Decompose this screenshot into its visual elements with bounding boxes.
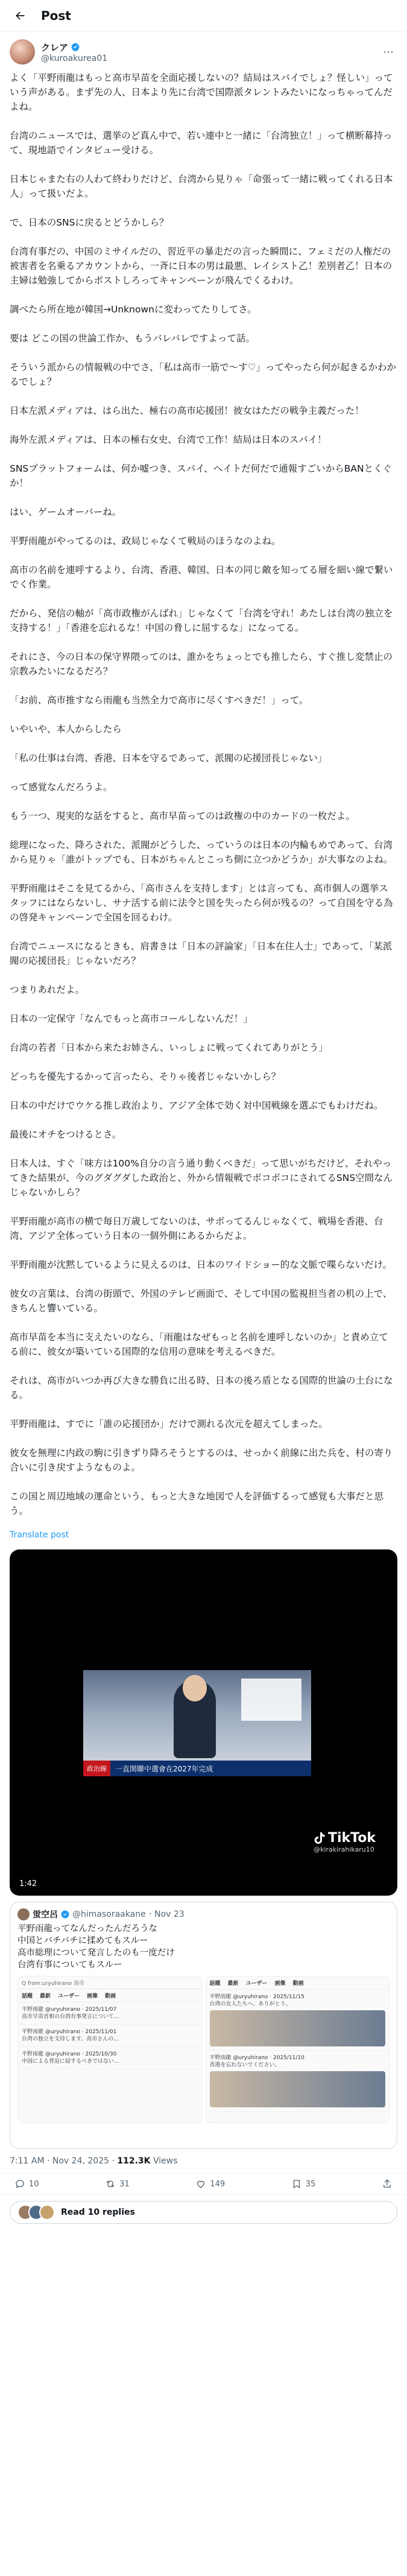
post-paragraph: 台湾の若者「日本から来たお姉さん、いっしょに戦ってくれてありがとう」: [10, 1042, 328, 1053]
post-paragraph: 総理になった、降ろされた、派閥がどうした、っていうのは日本の内輪もめであって、台湾から見りゃ「誰がトップでも、日本がちゃんとこっち側に立つかどうか」が大事なのよね。: [10, 840, 393, 865]
mini-post: [206, 1990, 390, 2051]
share-button[interactable]: [382, 2179, 393, 2189]
post-paragraph: 台湾のニュースでは、選挙のど真ん中で、若い連中と一緒に「台湾独立！」って横断幕持って、現地語でインタビュー受ける。: [10, 130, 393, 156]
author-name[interactable]: クレア: [41, 42, 69, 53]
heart-icon: [195, 2179, 206, 2189]
quote-author-handle: @himasoraakane: [72, 1910, 146, 1919]
post-paragraph: もう一つ、現実的な話をすると、高市早苗ってのは政権の中のカードの一枚だよ。: [10, 811, 355, 821]
reply-button[interactable]: [14, 2179, 39, 2189]
mini-tab: 話題: [22, 1993, 33, 1999]
mini-tabs: [206, 1976, 390, 1990]
post-paragraph: 日本の中だけでウケる推し政治より、アジア全体で効く対中国戦線を選ぶでもわけだね。: [10, 1100, 383, 1111]
quote-image-search-results[interactable]: [17, 1976, 202, 2123]
reply-count: 10: [29, 2179, 39, 2189]
like-count: 149: [210, 2179, 226, 2189]
post-paragraph: はい、ゲームオーバーね。: [10, 507, 122, 517]
post-paragraph: 台湾有事だの、中国のミサイルだの、習近平の暴走だの言った瞬間に、フェミだの人権だの被害者を名乗るアカウントから、一斉に日本の男は最悪、レイシスト乙！差別者乙！日本の主婦は勉強してからポストしろってキャンペーンが飛んでくるわけ。: [10, 246, 393, 286]
post-body: [0, 67, 407, 1542]
post-paragraph: どっちを優先するかって言ったら、そりゃ後者じゃないかしら？: [10, 1071, 281, 1082]
post-paragraph: SNSプラットフォームは、何か嘘つき、スパイ、ヘイトだ何だで通報すごいからBANとくぐか！: [10, 463, 393, 489]
repost-button[interactable]: [105, 2179, 130, 2189]
news-banner-tag: 政治線: [83, 1761, 110, 1776]
post-paragraph: 平野雨龍は、すでに「誰の応援団か」だけで測れる次元を超えてしまった。: [10, 1419, 328, 1429]
post-paragraph: 平野雨龍が沈黙しているように見えるのは、日本のワイドショー的な文脈で喋らないだけ。: [10, 1259, 393, 1270]
mini-tab: 動画: [105, 1993, 116, 1999]
read-replies-button[interactable]: [10, 2201, 397, 2224]
tiktok-watermark: [314, 1831, 376, 1853]
mini-tab: 最新: [227, 1981, 239, 1987]
post-paragraph: 日本じゃまた右の人わて終わりだけど、台湾から見りゃ「命張って一緒に戦ってくれる日本人」って扱いだよ。: [10, 174, 393, 199]
post-paragraph: いやいや、本人からしたら: [10, 724, 122, 735]
bookmark-count: 35: [305, 2179, 316, 2189]
post-timestamp[interactable]: 7:11 AM · Nov 24, 2025: [10, 2156, 110, 2166]
mini-post: 平野雨龍 @uryuhirano · 2025/11/01 台湾の独立を支持します。高市さんの…: [18, 2025, 201, 2047]
post-paragraph: で、日本のSNSに戻るとどうかしら？: [10, 217, 169, 228]
avatar: [39, 2204, 55, 2220]
views-count: 112.3K: [117, 2156, 151, 2166]
tiktok-logo-icon: [314, 1832, 326, 1845]
news-banner-text: 一直関聯中選會在2027年完成: [115, 1764, 213, 1773]
video-duration: 1:42: [16, 1878, 40, 1890]
verified-badge-icon: [61, 1910, 69, 1919]
post-paragraph: よく「平野雨龍はもっと高市早苗を全面応援しないの？結局はスパイでしょ？怪しい」っていう声がある。まず先の人、日本より先に台湾で国際派タレントみたいになっちゃってんだよね。: [10, 72, 393, 112]
post-paragraph: だから、発信の軸が「高市政権がんばれ」じゃなくて「台湾を守れ！あたしは台湾の独立を支持する！」「香港を忘れるな！中国の脅しに屈するな」になってる。: [10, 608, 393, 633]
repost-count: 31: [119, 2179, 130, 2189]
share-icon: [382, 2179, 393, 2189]
mini-post: 平野雨龍 @uryuhirano · 2025/10/30 中国による脅迫に屈するべきではない…: [18, 2047, 201, 2069]
bookmark-button[interactable]: [291, 2179, 316, 2189]
mini-post: [206, 2051, 390, 2112]
translate-post-link[interactable]: Translate post: [10, 1530, 69, 1540]
post-paragraph: 彼女を無理に内政の駒に引きずり降ろそうとするのは、せっかく前線に出た兵を、村の寄り合いに引き戻すようなものよ。: [10, 1448, 393, 1473]
bookmark-icon: [291, 2179, 302, 2189]
post-meta: 7:11 AM · Nov 24, 2025 · 112.3K Views: [0, 2149, 407, 2174]
reply-icon: [14, 2179, 25, 2189]
page-title: Post: [41, 8, 71, 23]
post-paragraph: 台湾でニュースになるときも、肩書きは「日本の評論家」「日本在住人士」であって、「某派閥の応援団長」じゃないだろ？: [10, 941, 393, 966]
mini-post: 平野雨龍 @uryuhirano · 2025/11/07 高市早苗首相の台湾有事発言について…: [18, 2002, 201, 2025]
quote-date: Nov 23: [154, 1910, 185, 1919]
mini-post-text: 平野雨龍 @uryuhirano · 2025/11/10 香港を忘れないでください。: [209, 2055, 304, 2068]
mini-tab: 画像: [274, 1981, 286, 1987]
mini-post-text: 平野雨龍 @uryuhirano · 2025/11/15 台湾の友人たちへ、ありがとう。: [209, 1994, 304, 2007]
quote-image-profile-feed[interactable]: [206, 1976, 390, 2123]
quote-text: 平野雨龍ってなんだったんだろうな 中国とバチバチに揉めてもスルー 高市総理について発言したのも一度だけ 台湾有事についてもスルー: [17, 1924, 175, 1970]
tiktok-label: TikTok: [327, 1831, 376, 1846]
post-paragraph: つまりあれだよ。: [10, 984, 85, 995]
action-bar: [0, 2174, 407, 2195]
mini-search-text: Q from:uryuhirano 高市: [22, 1980, 84, 1987]
video-player[interactable]: [10, 1549, 397, 1896]
more-options-icon[interactable]: ⋯: [383, 45, 394, 59]
post-paragraph: 日本の一定保守「なんでもっと高市コールしないんだ！」: [10, 1013, 253, 1024]
back-arrow-icon[interactable]: [10, 5, 30, 26]
post-paragraph: 高市の名前を連呼するより、台湾、香港、韓国、日本の同じ敵を知ってる層を細い線で繋いでく作業。: [10, 565, 393, 590]
quote-author-name: 蛍空呂: [33, 1910, 58, 1920]
read-replies-label: Read 10 replies: [61, 2207, 135, 2217]
post-paragraph: それは、高市がいつか再び大きな勝負に出る時、日本の後ろ盾となる国際的世論の土台になる。: [10, 1375, 393, 1400]
mini-tab: 話題: [209, 1981, 221, 1987]
video-slide-panel: [241, 1679, 301, 1721]
video-frame: [83, 1670, 311, 1776]
post-paragraph: 要は どこの国の世論工作か、もうバレバレですよって話。: [10, 333, 255, 344]
post-paragraph: そういう派からの情報戦の中でさ、「私は高市一筋で〜す♡」ってやったら何が起きるかわかるでしょ？: [10, 362, 397, 387]
post-paragraph: 日本左派メディアは、はら出た、極右の高市応援団！彼女はただの戦争主義だった！: [10, 405, 364, 416]
speaker-face: [183, 1675, 207, 1701]
mini-search-bar: [18, 1976, 201, 1989]
post-paragraph: って感覚なんだろうよ。: [10, 782, 113, 793]
post-paragraph: 彼女の言葉は、台湾の街頭で、外国のテレビ画面で、そして中国の監視担当者の机の上で、きちんと響いている。: [10, 1288, 393, 1314]
post-author: [0, 32, 407, 67]
post-paragraph: 平野雨龍が高市の横で毎日万歳してないのは、サボってるんじゃなくて、戦場を香港、台湾、アジア全体っていう日本の一個外側にあるからだよ。: [10, 1216, 383, 1241]
post-paragraph: 平野雨龍はそこを見てるから、「高市さんを支持します」とは言っても、高市個人の選挙スタッフにはならないし、サナ活する前に法令と国を失ったら何が残るの？って自国を守る為の啓発キャンペーンで全国を回るわけ。: [10, 883, 393, 923]
post-paragraph: この国と周辺地域の運命という、もっと大きな地図で人を評価するって感覚も大事だと思う。: [10, 1491, 384, 1516]
reply-avatars: [17, 2204, 50, 2220]
post-paragraph: 調べたら所在地が韓国→Unknownに変わってたりしてさ。: [10, 304, 257, 315]
mini-tab: 画像: [87, 1993, 98, 1999]
post-paragraph: 海外左派メディアは、日本の極右女史、台湾で工作！結局は日本のスパイ！: [10, 434, 327, 445]
post-header: [0, 0, 407, 32]
tiktok-handle: @kirakirahikaru10: [313, 1846, 374, 1853]
quote-avatar: [17, 1908, 30, 1920]
mini-tab: 最新: [40, 1993, 51, 1999]
post-paragraph: それにさ、今の日本の保守界隈ってのは、誰かをちょっとでも推したら、すぐ推し変禁止の宗教みたいになるだろ？: [10, 651, 393, 677]
mini-tab: ユーザー: [58, 1993, 80, 1999]
post-paragraph: 「お前、高市推すなら雨龍も当然全力で高市に尽くすべきだ！」って。: [10, 695, 309, 706]
mini-tab: 動画: [292, 1981, 304, 1987]
post-paragraph: 日本人は、すぐ「味方は100%自分の言う通り動くべきだ」って思いがちだけど、それやってきた結果が、今のグダグダした政治と、外から情報戦でボコボコにされてるSNS空間なんじゃないかしら？: [10, 1158, 393, 1198]
mini-post-photo: [210, 2010, 386, 2046]
mini-tab: ユーザー: [245, 1981, 268, 1987]
post-paragraph: 「私の仕事は台湾、香港、日本を守るであって、派閥の応援団長じゃない」: [10, 753, 327, 764]
mini-tabs: [18, 1989, 201, 2002]
views-label: Views: [153, 2156, 178, 2166]
news-banner: [83, 1761, 311, 1776]
quoted-post[interactable]: 蛍空呂 @himasoraakane · Nov 23 平野雨龍ってなんだったんだろうな 中国とバチバチに揉めてもスルー 高市総理について発言したのも一度だけ 台湾有事についてもスルー Q from:uryuhirano 高市 話題 最新 ユーザー 画像 動画 平野雨龍 @uryuhirano · 2025/11/07 高市早苗首相の台湾有事発言について… 平野雨龍 @uryuhirano · 2025/11/01 台湾の独立を支持します。高市さんの… 平野雨龍 @uryuhirano · 2025/10/30 中国による脅迫に屈するべきではない… 話題 最新 ユーザー 画像 動画 平野雨龍 @uryuhirano · 2025/11/15 台湾の友人たちへ、ありがとう。 平野雨龍 @uryuhirano · 2025/11/10 香港を忘れないでください。: [10, 1902, 397, 2149]
author-avatar[interactable]: [10, 39, 35, 65]
like-button[interactable]: [195, 2179, 225, 2189]
post-paragraph: 平野雨龍がやってるのは、政局じゃなくて戦局のほうなのよね。: [10, 536, 281, 546]
replies-section: [0, 2195, 407, 2230]
post-paragraph: 最後にオチをつけるとさ。: [10, 1129, 122, 1140]
repost-icon: [105, 2179, 116, 2189]
post-paragraph: 高市早苗を本当に支えたいのなら、「雨龍はなぜもっと名前を連呼しないのか」と責め立てる前に、彼女が築いている国際的な信用の意味を考えるべきだ。: [10, 1332, 388, 1357]
verified-badge-icon: [71, 42, 80, 52]
mini-post-photo: [210, 2071, 386, 2107]
author-handle[interactable]: @kuroakurea01: [41, 53, 108, 63]
